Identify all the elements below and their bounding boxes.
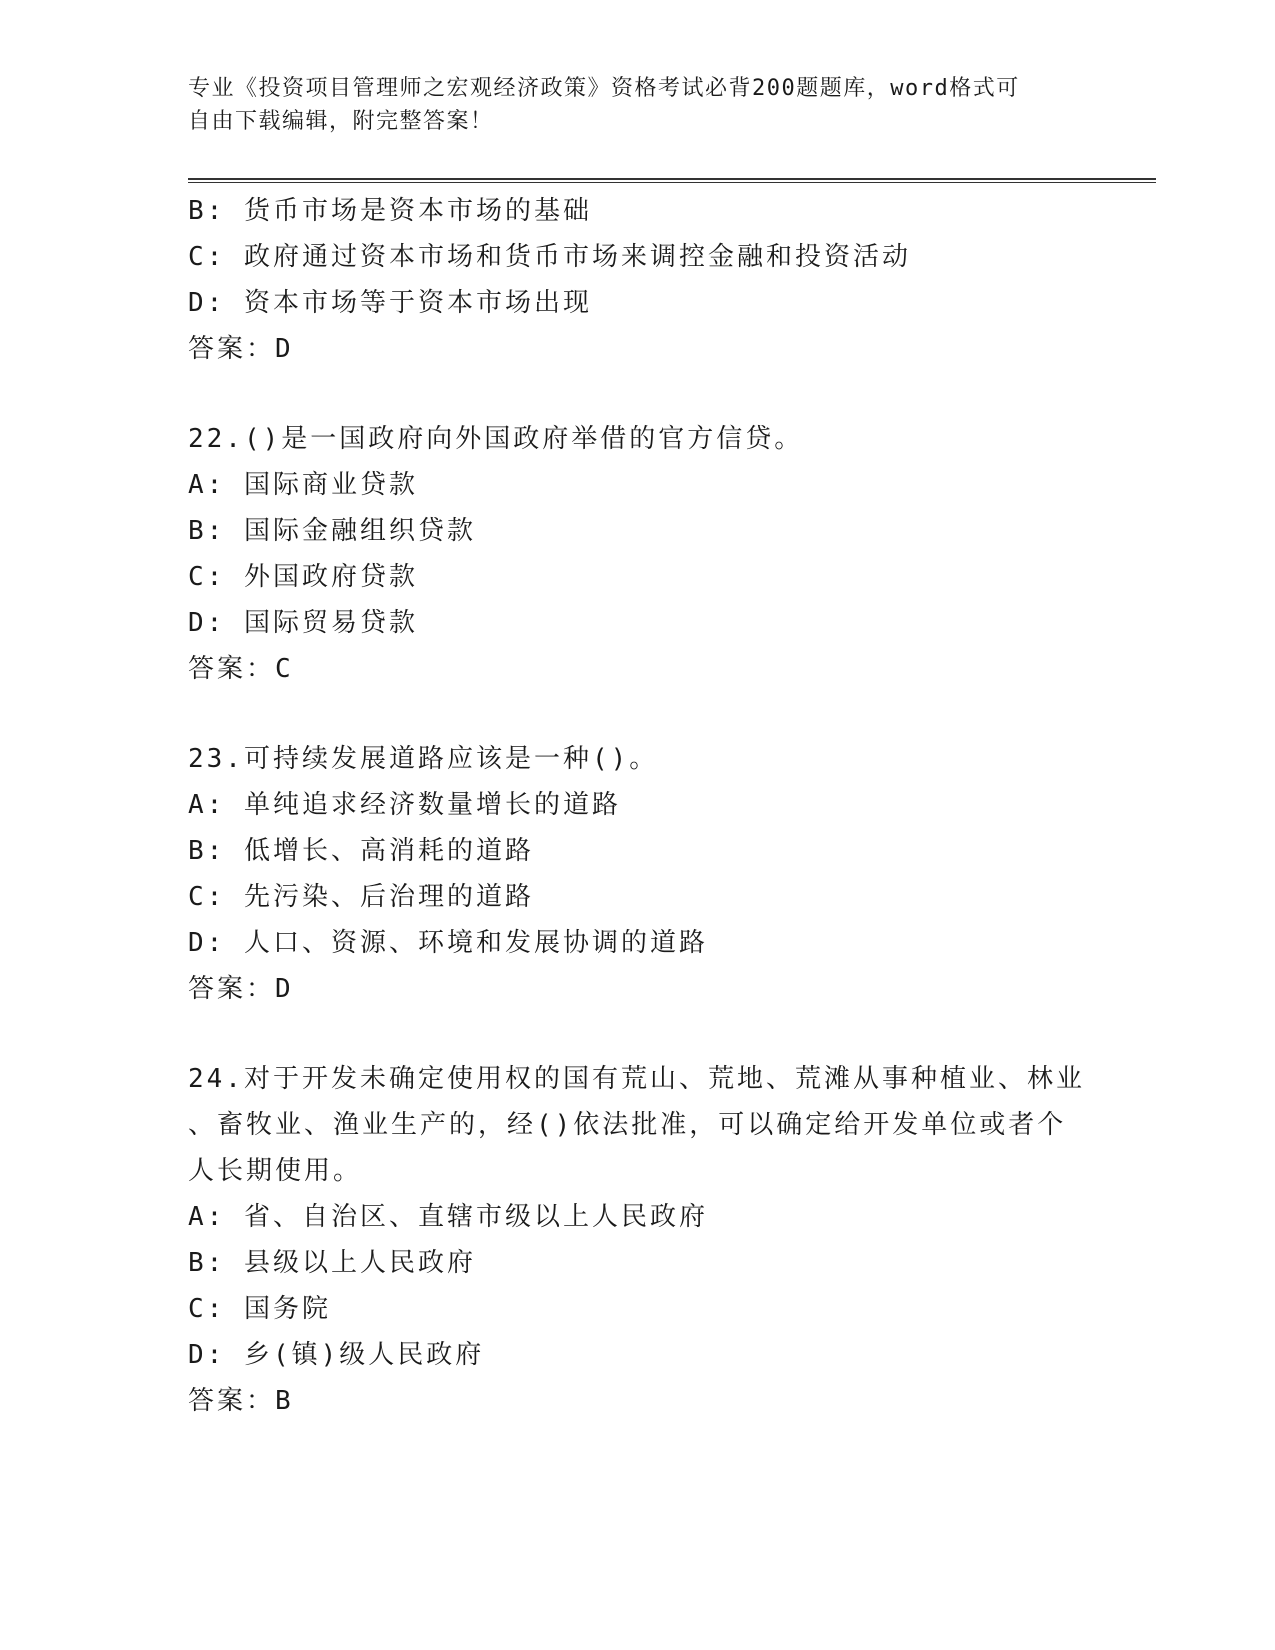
spacer [188, 372, 1148, 416]
question-23 [188, 736, 1148, 1012]
question-stem-line-1: 24.对于开发未确定使用权的国有荒山、荒地、荒滩从事种植业、林业 [188, 1064, 1085, 1094]
option-d: D: 资本市场等于资本市场出现 [188, 288, 592, 318]
answer-line: 答案：C [188, 654, 294, 684]
question-stem-line-2: 、畜牧业、渔业生产的，经()依法批准，可以确定给开发单位或者个 [188, 1110, 1067, 1140]
question-stem-line-3: 人长期使用。 [188, 1156, 363, 1186]
option-a: A: 省、自治区、直辖市级以上人民政府 [188, 1202, 708, 1232]
spacer [188, 1012, 1148, 1056]
option-d: D: 人口、资源、环境和发展协调的道路 [188, 928, 708, 958]
option-d: D: 乡(镇)级人民政府 [188, 1340, 485, 1370]
spacer [188, 692, 1148, 736]
option-d: D: 国际贸易贷款 [188, 608, 418, 638]
option-b: B: 货币市场是资本市场的基础 [188, 196, 592, 226]
option-b: B: 国际金融组织贷款 [188, 516, 476, 546]
option-a: A: 单纯追求经济数量增长的道路 [188, 790, 621, 820]
question-stem: 22.()是一国政府向外国政府举借的官方信贷。 [188, 424, 804, 454]
option-c: C: 外国政府贷款 [188, 562, 418, 592]
answer-line: 答案：D [188, 334, 294, 364]
option-b: B: 低增长、高消耗的道路 [188, 836, 534, 866]
option-c: C: 先污染、后治理的道路 [188, 882, 534, 912]
question-24 [188, 1056, 1148, 1424]
answer-line: 答案：B [188, 1386, 294, 1416]
question-21-continuation [188, 188, 1148, 372]
question-22 [188, 416, 1148, 692]
option-b: B: 县级以上人民政府 [188, 1248, 476, 1278]
question-stem: 23.可持续发展道路应该是一种()。 [188, 744, 659, 774]
option-c: C: 政府通过资本市场和货币市场来调控金融和投资活动 [188, 242, 911, 272]
page-header [188, 72, 1068, 138]
option-c: C: 国务院 [188, 1294, 331, 1324]
option-a: A: 国际商业贷款 [188, 470, 418, 500]
question-list [188, 188, 1148, 1424]
answer-line: 答案：D [188, 974, 294, 1004]
header-line-1: 专业《投资项目管理师之宏观经济政策》资格考试必背200题题库，word格式可 [188, 76, 1020, 101]
header-divider [188, 178, 1156, 183]
header-line-2: 自由下载编辑，附完整答案！ [188, 109, 494, 134]
